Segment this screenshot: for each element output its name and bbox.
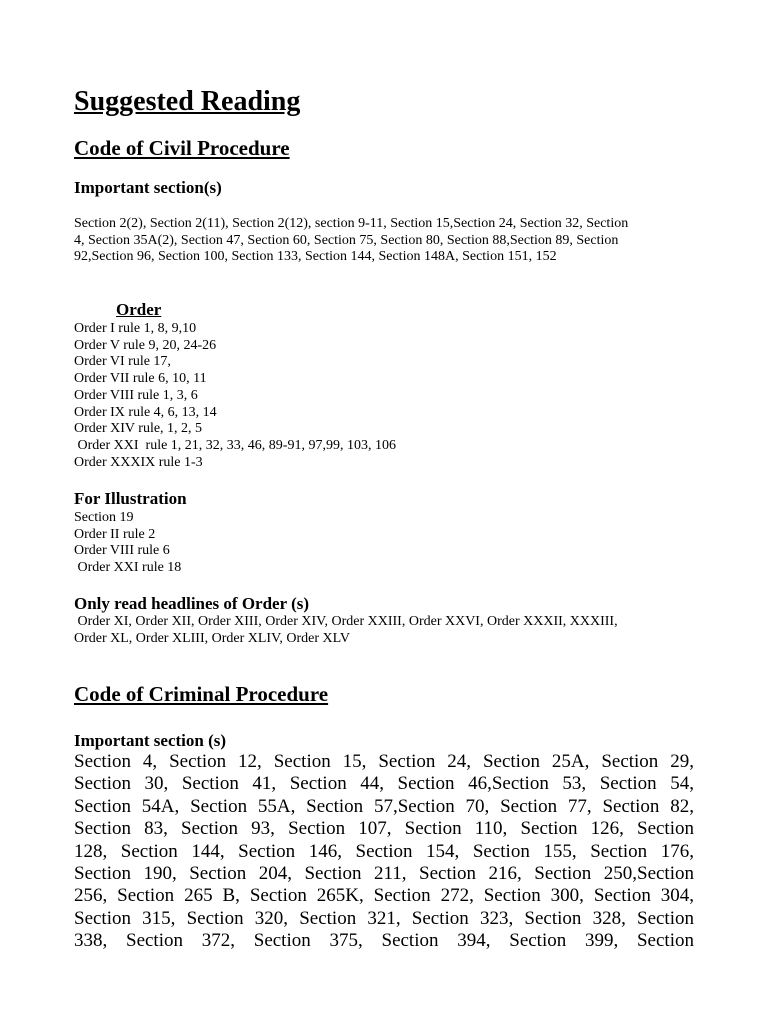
order-item: Order VII rule 6, 10, 11 [74, 371, 207, 387]
illustration-item: Order II rule 2 [74, 526, 156, 542]
order-item: Order XXXIX rule 1-3 [74, 454, 203, 470]
order-item: Order I rule 1, 8, 9,10 [74, 321, 197, 336]
crpc-important-label: Important section (s) [74, 731, 227, 750]
order-item: Order IX rule 4, 6, 13, 14 [74, 404, 217, 420]
order-item: Order V rule 9, 20, 24-26 [74, 337, 217, 353]
illustration-heading: For Illustration [74, 489, 187, 508]
headlines-heading: Only read headlines of Order (s) [74, 594, 310, 613]
crpc-sections-line: Section 315, Section 320, Section 321, Section 323, Section 328, Section [74, 907, 694, 929]
order-item: Order XIV rule, 1, 2, 5 [74, 421, 203, 437]
illustration-item: Section 19 [74, 510, 134, 525]
cpc-sections-paragraph [74, 216, 694, 266]
illustration-item: Order XXI rule 18 [74, 560, 182, 576]
crpc-heading: Code of Criminal Procedure [74, 682, 329, 706]
cpc-important-label: Important section(s) [74, 178, 222, 197]
headlines-line: Order XL, Order XLIII, Order XLIV, Order XLV [74, 630, 351, 646]
cpc-sections-line: Section 2(2), Section 2(11), Section 2(12), section 9-11, Section 15,Section 24, Section 32, Section [74, 216, 629, 231]
crpc-sections-paragraph [74, 751, 694, 953]
crpc-sections-line: Section 190, Section 204, Section 211, Section 216, Section 250,Section [74, 863, 694, 885]
crpc-sections-line: Section 4, Section 12, Section 15, Section 24, Section 25A, Section 29, [74, 751, 694, 772]
order-list [74, 321, 694, 471]
page-title: Suggested Reading [74, 86, 301, 117]
order-item: Order VIII rule 1, 3, 6 [74, 387, 198, 403]
crpc-sections-line: Section 83, Section 93, Section 107, Section 110, Section 126, Section [74, 818, 694, 840]
crpc-sections-line: 256, Section 265 B, Section 265K, Section 272, Section 300, Section 304, [74, 885, 694, 907]
crpc-sections-line: Section 30, Section 41, Section 44, Section 46,Section 53, Section 54, [74, 773, 694, 795]
headlines-paragraph [74, 614, 694, 647]
illustration-item: Order VIII rule 6 [74, 543, 170, 559]
headlines-line: Order XI, Order XII, Order XIII, Order XIV, Order XXIII, Order XXVI, Order XXXII, XXXIII, [74, 614, 618, 629]
order-heading: Order [116, 300, 162, 319]
illustration-list [74, 510, 694, 577]
crpc-sections-line: 128, Section 144, Section 146, Section 154, Section 155, Section 176, [74, 840, 694, 862]
crpc-sections-line: 338, Section 372, Section 375, Section 394, Section 399, Section [74, 930, 694, 952]
cpc-sections-line: 92,Section 96, Section 100, Section 133, Section 144, Section 148A, Section 151, 152 [74, 249, 557, 265]
order-item: Order VI rule 17, [74, 354, 171, 370]
cpc-sections-line: 4, Section 35A(2), Section 47, Section 60, Section 75, Section 80, Section 88,Section 89, Section [74, 232, 619, 248]
crpc-sections-line: Section 54A, Section 55A, Section 57,Section 70, Section 77, Section 82, [74, 795, 694, 817]
order-item: Order XXI rule 1, 21, 32, 33, 46, 89-91, 97,99, 103, 106 [74, 437, 396, 453]
cpc-heading: Code of Civil Procedure [74, 136, 290, 160]
